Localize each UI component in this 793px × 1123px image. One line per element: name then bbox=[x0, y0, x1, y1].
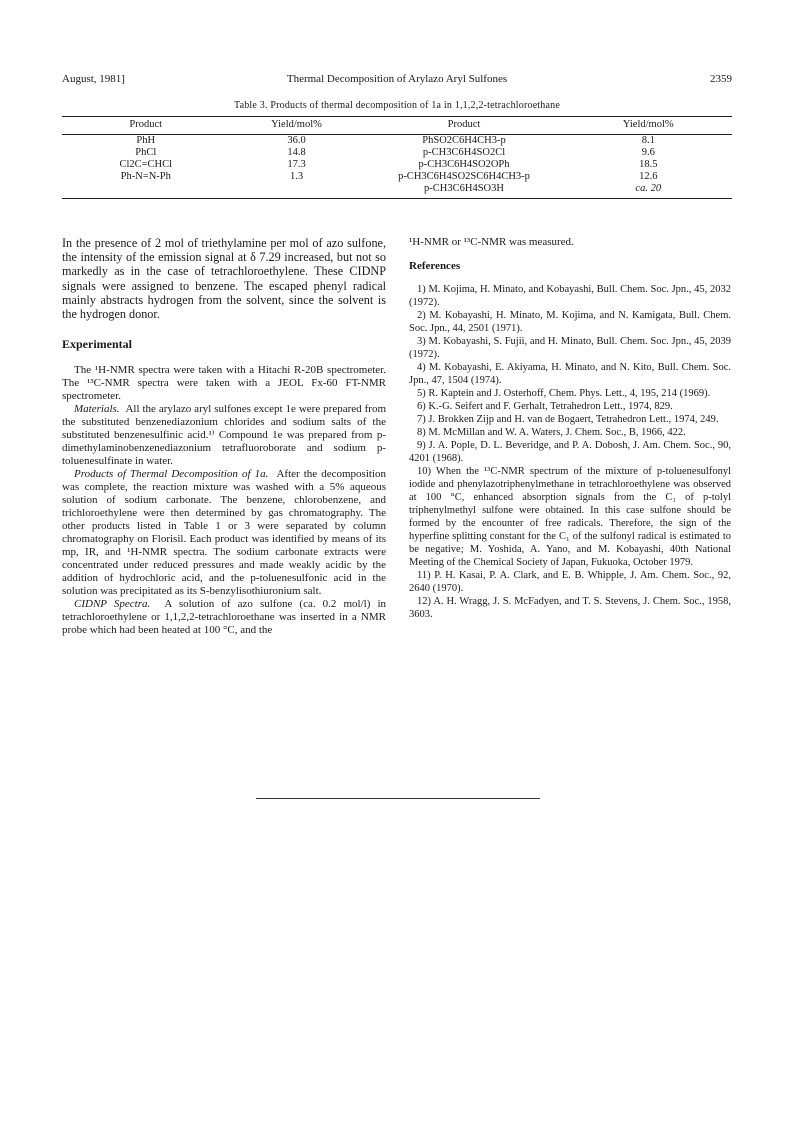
table-cell: Cl2C=CHCl bbox=[119, 159, 173, 170]
reference-item: 2) M. Kobayashi, H. Minato, M. Kojima, and N. Kamigata, Bull. Chem. Soc. Jpn., 44, 2501 (1971). bbox=[409, 310, 731, 334]
products-paragraph bbox=[62, 468, 386, 598]
table-caption: Table 3. Products of thermal decomposition of 1a in 1,1,2,2-tetrachloroethane bbox=[233, 100, 560, 111]
table-cell: 9.6 bbox=[641, 147, 655, 158]
header-product-2: Product bbox=[364, 117, 565, 135]
table-cell: ca. 20 bbox=[565, 183, 733, 199]
table-row bbox=[62, 135, 732, 148]
reference-item: 6) K.-G. Seifert and F. Gerhalt, Tetrahedron Lett., 1974, 829. bbox=[417, 401, 673, 412]
reference-item: 11) P. H. Kasai, P. A. Clark, and E. B. Whipple, J. Am. Chem. Soc., 92, 2640 (1970). bbox=[409, 570, 731, 594]
products-text: After the decomposition was complete, the reaction mixture was washed with a 5% aqueous solution of sodium carbonate. The benzene, chlorobenzene, and trichloroethylene were then determined by gas chromatography. The other products listed in Table 1 or 3 were separated by column chromatography on Florisil. Each product was identified by means of its mp, IR, and ¹H-NMR spectra. The sodium carbonate extracts were concentrated under reduced pressures and made weakly acidic by the addition of hydrochloric acid, and the p-toluenesulfonic acid in the solution was precipitated as its S-benzylisothiuronium salt. bbox=[62, 468, 387, 598]
cidnp-text: A solution of azo sulfone (ca. 0.2 mol/l) in tetrachloroethylene or 1,1,2,2-tetrachloroethane was inserted in a NMR probe which had been heated at 100 °C, and the bbox=[62, 598, 387, 637]
table-cell: p-CH3C6H4SO2Cl bbox=[422, 147, 506, 158]
running-header bbox=[62, 73, 732, 89]
table-header-row bbox=[62, 117, 732, 135]
continuation-text: ¹H-NMR or ¹³C-NMR was measured. bbox=[409, 236, 574, 248]
table-cell: 14.8 bbox=[287, 147, 306, 158]
left-column bbox=[62, 236, 386, 637]
table-row bbox=[62, 147, 732, 159]
table-cell: PhSO2C6H4CH3-p bbox=[422, 135, 506, 146]
table-row bbox=[62, 183, 732, 199]
table-cell: p-CH3C6H4SO3H bbox=[364, 183, 565, 199]
products-label: Products of Thermal Decomposition of 1a. bbox=[74, 468, 269, 481]
table-row bbox=[62, 159, 732, 171]
header-product-1: Product bbox=[62, 117, 230, 135]
table-cell bbox=[230, 183, 364, 199]
page-number: 2359 bbox=[710, 73, 732, 85]
materials-text: All the arylazo aryl sulfones except 1e were prepared from the substituted benzenediazonium chlorides and sodium salts of the substituted benzenesulfinic acid.¹⁾ Compound 1e was prepared from p-dimethylaminobenzenediazonium tetrafluoroborate and sodium p-toluenesulfinate in water. bbox=[62, 403, 386, 468]
reference-item: 7) J. Brokken Zijp and H. van de Bogaert, Tetrahedron Lett., 1974, 249. bbox=[417, 414, 719, 425]
header-title: Thermal Decomposition of Arylazo Aryl Sulfones bbox=[286, 73, 508, 85]
intro-paragraph: In the presence of 2 mol of triethylamine per mol of azo sulfone, the intensity of the emission signal at δ 7.29 increased, but not so markedly as in the case of tetrachloroethylene. These CIDNP signals were assigned to benzene. The escaped phenyl radical mainly abstracts hydrogen from the solvent, since the solvent is the hydrogen donor. bbox=[62, 236, 386, 322]
right-column bbox=[409, 236, 731, 621]
reference-item: 4) M. Kobayashi, E. Akiyama, H. Minato, and N. Kito, Bull. Chem. Soc. Jpn., 47, 1504 (1974). bbox=[409, 362, 731, 386]
reference-item: 12) A. H. Wragg, J. S. McFadyen, and T. S. Stevens, J. Chem. Soc., 1958, 3603. bbox=[409, 596, 731, 620]
header-yield-1: Yield/mol% bbox=[230, 117, 364, 135]
header-yield-2: Yield/mol% bbox=[565, 117, 733, 135]
products-table bbox=[62, 116, 732, 199]
reference-item: 5) R. Kaptein and J. Osterhoff, Chem. Phys. Lett., 4, 195, 214 (1969). bbox=[417, 388, 711, 399]
table-cell: 12.6 bbox=[639, 171, 658, 182]
table-cell: PhH bbox=[136, 135, 156, 146]
reference-item: 9) J. A. Pople, D. L. Beveridge, and P. A. Dobosh, J. Am. Chem. Soc., 90, 4201 (1968). bbox=[409, 440, 731, 464]
reference-item: 1) M. Kojima, H. Minato, and Kobayashi, Bull. Chem. Soc. Jpn., 45, 2032 (1972). bbox=[409, 284, 731, 308]
spectra-paragraph: The ¹H-NMR spectra were taken with a Hitachi R-20B spectrometer. The ¹³C-NMR spectra were taken with a JEOL Fx-60 FT-NMR spectrometer. bbox=[62, 364, 386, 403]
table-cell: 36.0 bbox=[287, 135, 306, 146]
table-cell: 8.1 bbox=[641, 135, 655, 146]
reference-item: 3) M. Kobayashi, S. Fujii, and H. Minato, Bull. Chem. Soc. Jpn., 45, 2039 (1972). bbox=[409, 336, 731, 360]
materials-paragraph bbox=[62, 403, 386, 468]
table-cell: p-CH3C6H4SO2SC6H4CH3-p bbox=[398, 171, 530, 182]
reference-item: 10) When the ¹³C-NMR spectrum of the mixture of p-toluenesulfonyl iodide and phenylazotriphenylmethane in tetrachloroethylene was observed at 100 °C, enhanced absorption signals from the C₁ of p-tolyl triphenylmethyl sulfone were obtained. In this case sulfone should be formed by the encounter of free radicals. Therefore, the sign of the hyperfine splitting constant for the C₁ of the sulfonyl radical is estimated to be negative; M. Yoshida, A. Yano, and M. Kobayashi, 40th National Meeting of the Chemical Society of Japan, Fukuoka, October 1979. bbox=[409, 466, 731, 568]
table-cell: Ph-N=N-Ph bbox=[120, 171, 171, 182]
table-cell: PhCl bbox=[135, 147, 157, 158]
table-row bbox=[62, 171, 732, 183]
table-cell bbox=[62, 183, 230, 199]
reference-item: 8) M. McMillan and W. A. Waters, J. Chem. Soc., B, 1966, 422. bbox=[417, 427, 686, 438]
end-rule bbox=[256, 798, 540, 799]
cidnp-paragraph bbox=[62, 598, 386, 637]
experimental-heading: Experimental bbox=[62, 337, 132, 352]
table-cell: 1.3 bbox=[289, 171, 304, 182]
table-cell: 17.3 bbox=[287, 159, 306, 170]
cidnp-label: CIDNP Spectra. bbox=[74, 598, 151, 611]
table-cell: p-CH3C6H4SO2OPh bbox=[418, 159, 510, 170]
header-date: August, 1981] bbox=[62, 73, 125, 85]
references-heading: References bbox=[409, 260, 461, 272]
materials-label: Materials. bbox=[74, 403, 120, 416]
table-cell: 18.5 bbox=[639, 159, 658, 170]
